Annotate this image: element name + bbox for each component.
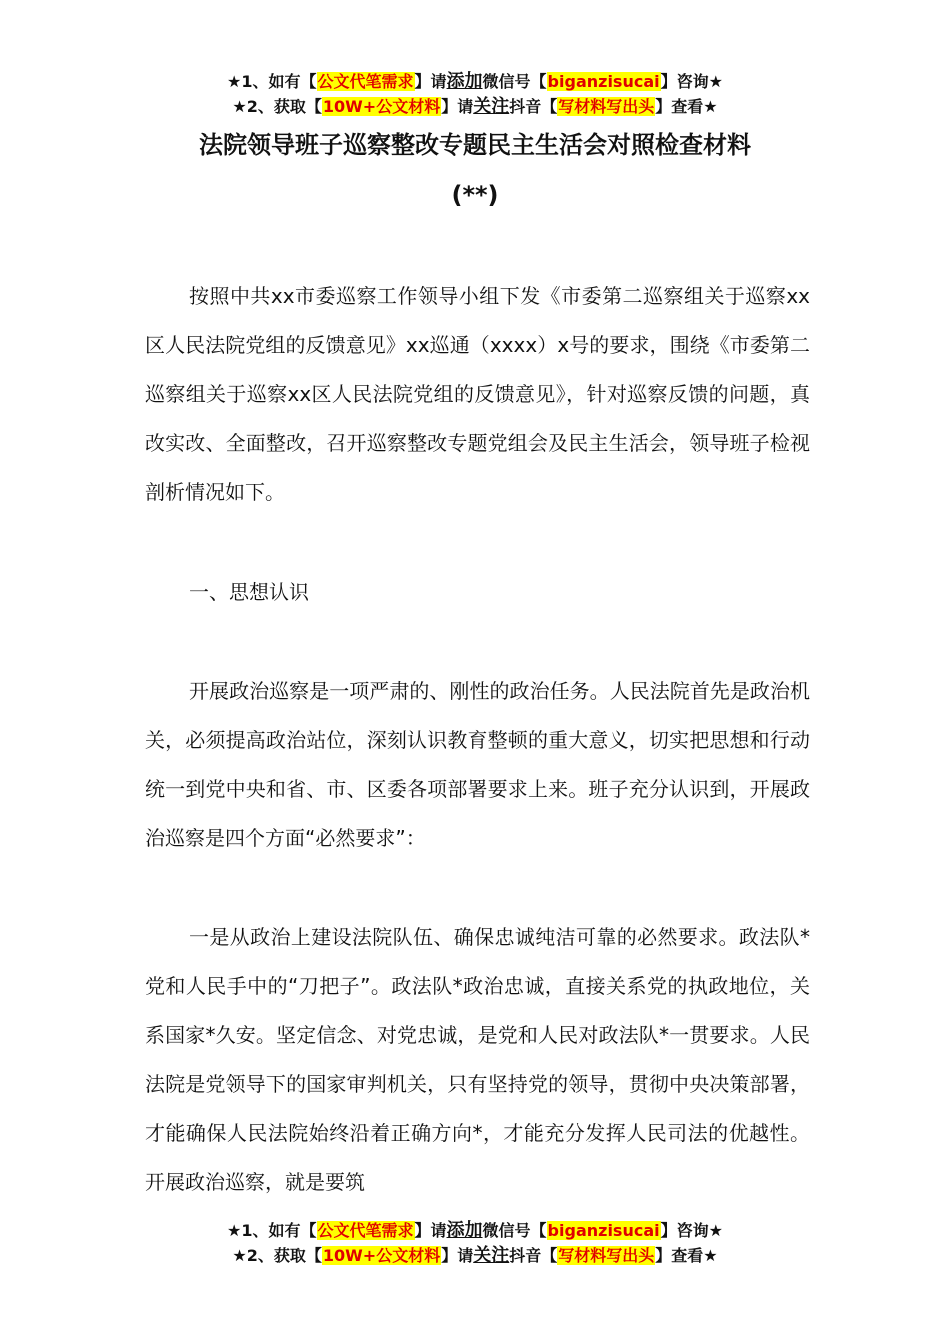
banner-text: ★2、获取【 [232, 1246, 322, 1265]
banner-text: 抖音【 [509, 97, 558, 116]
header-banner [0, 69, 950, 119]
banner-line-2 [0, 1243, 950, 1268]
banner-text: 】请 [414, 72, 447, 91]
banner-text: 微信号【 [482, 1221, 547, 1240]
banner-text: 】咨询★ [660, 1221, 723, 1240]
banner-emphasis: 添加 [446, 71, 483, 92]
highlight-service: 公文代笔需求 [317, 72, 414, 91]
section-heading: 一、思想认识 [189, 580, 309, 604]
highlight-service: 公文代笔需求 [317, 1221, 414, 1240]
highlight-materials: 10W+公文材料 [322, 1246, 441, 1265]
banner-line-1 [0, 69, 950, 94]
highlight-wechat-id: biganzisucai [547, 1221, 660, 1240]
highlight-wechat-id: biganzisucai [547, 72, 660, 91]
footer-banner [0, 1218, 950, 1268]
banner-emphasis: 关注 [473, 96, 510, 117]
document-subtitle: (**) [451, 181, 499, 209]
highlight-materials: 10W+公文材料 [322, 97, 441, 116]
highlight-douyin: 写材料写出头 [558, 97, 655, 116]
banner-text: 】请 [414, 1221, 447, 1240]
banner-line-2 [0, 94, 950, 119]
banner-text: 】请 [441, 97, 474, 116]
banner-text: ★2、获取【 [232, 97, 322, 116]
highlight-douyin: 写材料写出头 [558, 1246, 655, 1265]
document-title: 法院领导班子巡察整改专题民主生活会对照检查材料 [199, 131, 751, 159]
banner-line-1 [0, 1218, 950, 1243]
banner-text: ★1、如有【 [227, 72, 317, 91]
paragraph-intro: 按照中共xx市委巡察工作领导小组下发《市委第二巡察组关于巡察xx区人民法院党组的反馈意见》xx巡通（xxxx）x号的要求，围绕《市委第二巡察组关于巡察xx区人民法院党组的反馈意见》，针对巡察反馈的问题，真改实改、全面整改，召开巡察整改专题党组会及民主生活会，领导班子检视剖析情况如下。 [145, 284, 810, 504]
banner-emphasis: 添加 [446, 1220, 483, 1241]
banner-text: 】查看★ [655, 1246, 718, 1265]
banner-text: 微信号【 [482, 72, 547, 91]
paragraph-point-one: 一是从政治上建设法院队伍、确保忠诚纯洁可靠的必然要求。政法队*党和人民手中的“刀把子”。政法队*政治忠诚，直接关系党的执政地位，关系国家*久安。坚定信念、对党忠诚，是党和人民对政法队*一贯要求。人民法院是党领导下的国家审判机关，只有坚持党的领导，贯彻中央决策部署，才能确保人民法院始终沿着正确方向*，才能充分发挥人民司法的优越性。开展政治巡察，就是要筑 [145, 925, 810, 1194]
banner-text: 】咨询★ [660, 72, 723, 91]
paragraph-thought: 开展政治巡察是一项严肃的、刚性的政治任务。人民法院首先是政治机关，必须提高政治站位，深刻认识教育整顿的重大意义，切实把思想和行动统一到党中央和省、市、区委各项部署要求上来。班子充分认识到，开展政治巡察是四个方面“必然要求”： [145, 679, 810, 850]
banner-text: ★1、如有【 [227, 1221, 317, 1240]
banner-text: 】请 [441, 1246, 474, 1265]
banner-emphasis: 关注 [473, 1245, 510, 1266]
banner-text: 抖音【 [509, 1246, 558, 1265]
banner-text: 】查看★ [655, 97, 718, 116]
